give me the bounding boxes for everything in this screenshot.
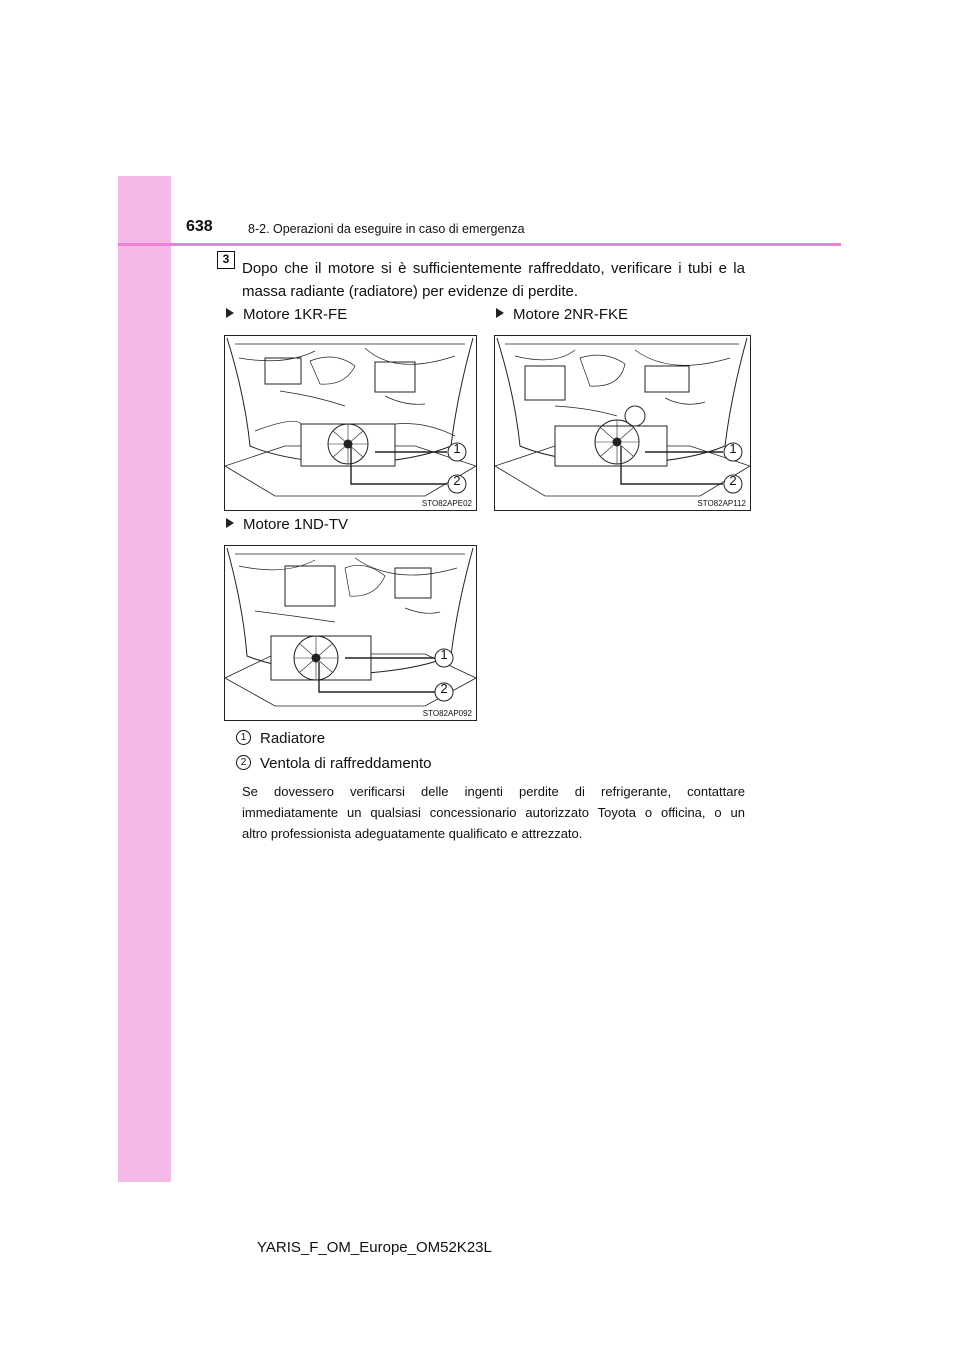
legend-item-radiator — [236, 730, 325, 747]
page-number: 638 — [186, 218, 213, 235]
legend-item-fan — [236, 755, 432, 772]
note-line-1: Se dovessero verificarsi delle ingenti perdite di refrigerante, contattare — [242, 784, 745, 799]
engine-illustration-1nd-tv — [224, 545, 477, 721]
bullet-triangle-icon — [226, 308, 234, 318]
legend-text: Ventola di raffreddamento — [260, 755, 432, 772]
engine-label-1kr-fe: Motore 1KR-FE — [226, 306, 347, 323]
callout-2: 2 — [440, 681, 448, 696]
callout-1: 1 — [440, 647, 448, 662]
figure-code: STO82AP112 — [697, 499, 746, 508]
section-title: 8-2. Operazioni da eseguire in caso di emergenza — [248, 222, 525, 236]
callout-1: 1 — [453, 441, 461, 456]
figure-code: STO82AP092 — [422, 709, 472, 718]
step-text-line-1: Dopo che il motore si è sufficientemente raffreddato, verificare i tubi e la — [242, 260, 745, 277]
engine-illustration-1kr-fe — [224, 335, 477, 511]
step-text — [242, 257, 745, 303]
bullet-triangle-icon — [226, 518, 234, 528]
figure-code: STO82APE02 — [421, 499, 472, 508]
header-rule — [118, 243, 841, 246]
legend-number: 1 — [236, 730, 251, 745]
note-line-3: altro professionista adeguatamente qualificato e attrezzato. — [242, 826, 583, 841]
step-number-badge: 3 — [217, 251, 235, 269]
coolant-leak-note — [242, 781, 745, 844]
callout-1: 1 — [729, 441, 737, 456]
callout-2: 2 — [453, 473, 461, 488]
legend-text: Radiatore — [260, 730, 326, 747]
note-line-2: immediatamente un qualsiasi concessionario autorizzato Toyota o officina, o un — [242, 805, 745, 820]
bullet-triangle-icon — [496, 308, 504, 318]
step-text-line-2: massa radiante (radiatore) per evidenze di perdite. — [242, 283, 579, 300]
footer-doc-code: YARIS_F_OM_Europe_OM52K23L — [257, 1239, 492, 1256]
chapter-sidebar-tab — [118, 176, 171, 1182]
engine-label-1nd-tv: Motore 1ND-TV — [226, 516, 348, 533]
callout-2: 2 — [729, 473, 737, 488]
legend-number: 2 — [236, 755, 251, 770]
engine-illustration-2nr-fke — [494, 335, 751, 511]
engine-label-2nr-fke: Motore 2NR-FKE — [496, 306, 628, 323]
